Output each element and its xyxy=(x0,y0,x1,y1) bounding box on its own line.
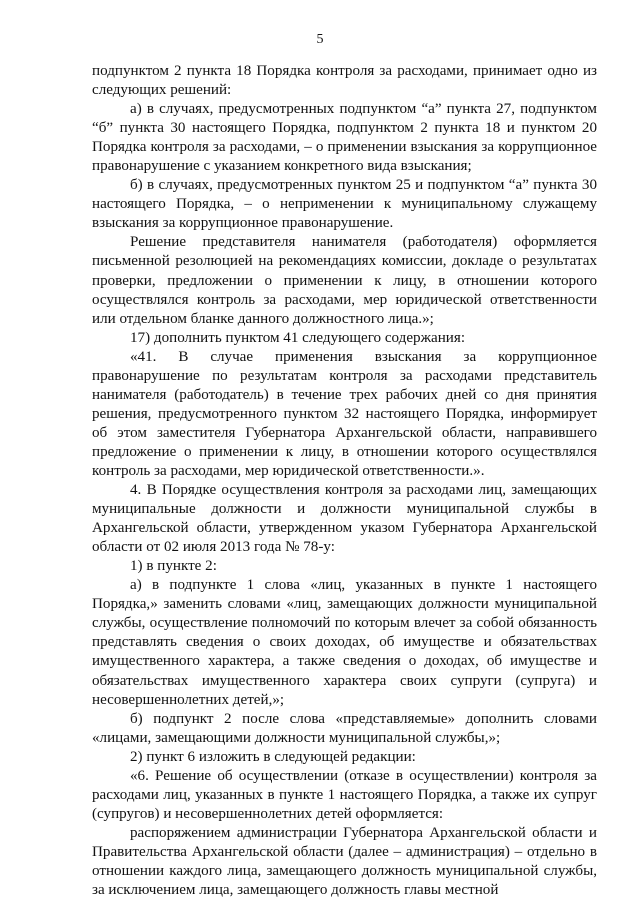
paragraph: «41. В случае применения взыскания за коррупционное правонарушение по результатам контроля за расходами представитель нанимателя (работодатель) в течение трех рабочих дней со дня принятия решения, предусмотренного пунктом 32 настоящего Порядка, информирует об этом заместителя Губернатора Архангельской области, направившего предложение о применении к лицу, в отношении которого осуществлялся контроль за расходами, мер юридической ответственности.». xyxy=(92,348,597,479)
paragraph: Решение представителя нанимателя (работодателя) оформляется письменной резолюцией на рекомендациях комиссии, докладе о результатах проверки, предложении о применении к лицу, в отношении которого осуществлялся контроль за расходами, мер юридической ответственности или отдельном бланке данного должностного лица.»; xyxy=(92,234,597,327)
page-number: 5 xyxy=(316,32,324,47)
paragraph: б) подпункт 2 после слова «представляемые» дополнить словами «лицами, замещающими должности муниципальной службы,»; xyxy=(92,710,597,746)
paragraph: 1) в пункте 2: xyxy=(130,558,217,575)
paragraph: 2) пункт 6 изложить в следующей редакции: xyxy=(130,748,416,765)
paragraph: 17) дополнить пунктом 41 следующего содержания: xyxy=(130,329,466,346)
paragraph: б) в случаях, предусмотренных пунктом 25 и подпунктом “а” пункта 30 настоящего Порядка, – о неприменении к муниципальному служащему взыскания за коррупционное правонарушение. xyxy=(92,177,597,232)
paragraph: 4. В Порядке осуществления контроля за расходами лиц, замещающих муниципальные должности и должности муниципальной службы в Архангельской области, утвержденном указом Губернатора Архангельской области от 02 июля 2013 года № 78-у: xyxy=(92,482,597,556)
paragraph: а) в подпункте 1 слова «лиц, указанных в пункте 1 настоящего Порядка,» заменить словами «лиц, замещающих должности муниципальной службы, осуществление полномочий по которым влечет за собой обязанность представлять сведения о своих доходах, об имуществе и обязательствах имущественного характера, а также сведения о доходах, об имуществе и обязательствах имущественного характера своих супруги (супруга) и несовершеннолетних детей,»; xyxy=(92,577,597,708)
paragraph: а) в случаях, предусмотренных подпунктом “а” пункта 27, подпунктом “б” пункта 30 настоящего Порядка, подпунктом 2 пункта 18 и пунктом 20 Порядка контроля за расходами, – о применении взыскания за коррупционное правонарушение с указанием конкретного вида взыскания; xyxy=(92,101,597,175)
paragraph: распоряжением администрации Губернатора Архангельской области и Правительства Архангельской области (далее – администрация) – отдельно в отношении каждого лица, замещающего должность муниципальной службы, за исключением лица, замещающего должность главы местной xyxy=(92,824,597,899)
document-body xyxy=(92,62,597,900)
paragraph: подпунктом 2 пункта 18 Порядка контроля за расходами, принимает одно из следующих решений: xyxy=(92,63,597,99)
paragraph: «6. Решение об осуществлении (отказе в осуществлении) контроля за расходами лиц, указанных в пункте 1 настоящего Порядка, а также их супруг (супругов) и несовершеннолетних детей оформляется: xyxy=(92,767,597,822)
